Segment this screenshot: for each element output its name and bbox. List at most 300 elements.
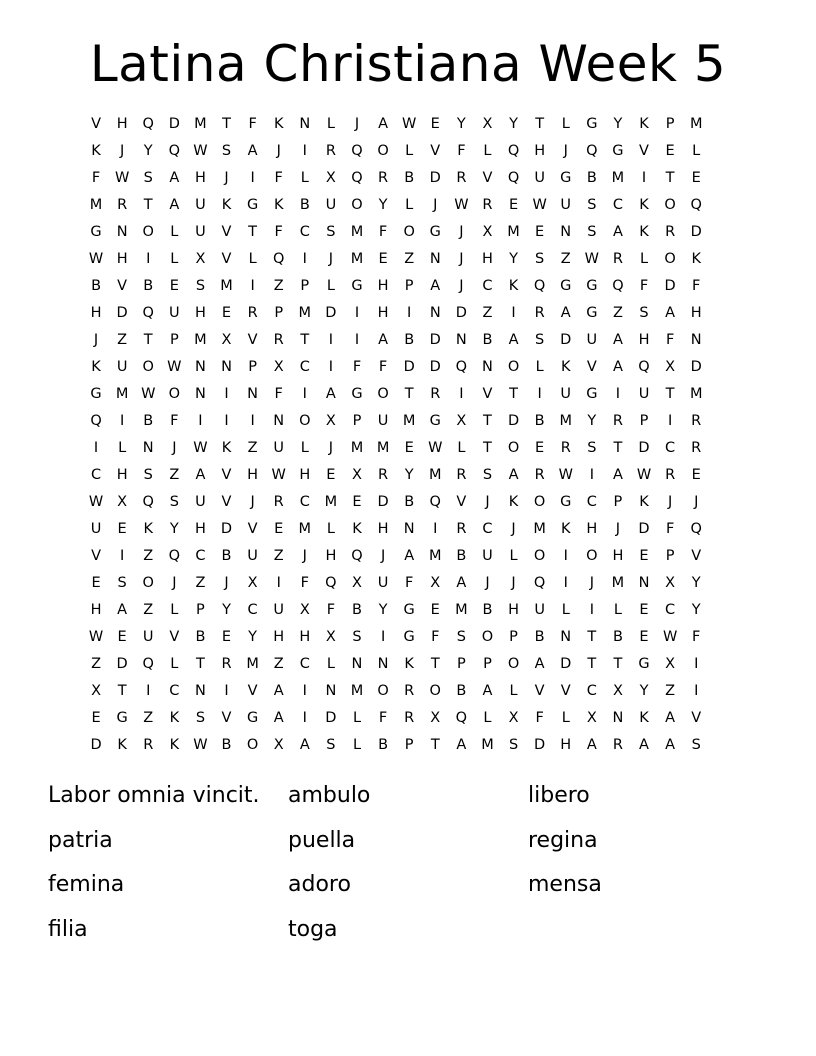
grid-letter: I <box>224 683 229 699</box>
grid-letter: N <box>638 575 650 591</box>
grid-row <box>83 651 736 678</box>
grid-letter: R <box>273 494 284 510</box>
grid-letter: H <box>299 467 311 483</box>
grid-letter: B <box>482 602 493 618</box>
grid-letter: Z <box>273 656 284 672</box>
grid-letter: J <box>615 521 621 537</box>
grid-letter: V <box>639 143 649 159</box>
grid-letter: J <box>433 197 438 213</box>
grid-letter: D <box>116 656 128 672</box>
grid-letter: K <box>91 143 101 159</box>
grid-letter: U <box>638 386 650 402</box>
grid-letter: G <box>403 629 415 645</box>
grid-letter: T <box>300 332 310 348</box>
grid-letter: T <box>404 386 414 402</box>
grid-letter: S <box>352 629 362 645</box>
grid-letter: Q <box>455 359 468 375</box>
grid-letter: X <box>273 737 284 753</box>
grid-letter: R <box>612 251 623 267</box>
grid-letter: T <box>143 197 153 213</box>
grid-letter: I <box>694 656 699 672</box>
grid-letter: B <box>456 548 467 564</box>
word-list-item: mensa <box>528 872 602 897</box>
grid-letter: X <box>665 575 676 591</box>
grid-letter: O <box>142 224 154 240</box>
grid-letter: S <box>143 467 153 483</box>
grid-letter: K <box>352 521 362 537</box>
grid-letter: W <box>88 251 104 267</box>
word-list-item: Labor omnia vincit. <box>48 783 260 808</box>
grid-letter: I <box>354 332 360 348</box>
grid-letter: N <box>351 656 363 672</box>
grid-letter: L <box>352 737 362 753</box>
grid-letter: J <box>380 548 386 564</box>
grid-letter: K <box>639 197 649 213</box>
grid-letter: H <box>194 521 206 537</box>
grid-letter: G <box>612 143 624 159</box>
grid-letter: A <box>612 224 623 240</box>
grid-letter: B <box>612 629 623 645</box>
grid-letter: D <box>638 440 650 456</box>
grid-letter: R <box>691 440 702 456</box>
grid-letter: R <box>482 197 493 213</box>
grid-letter: U <box>142 629 154 645</box>
grid-letter: X <box>325 629 336 645</box>
grid-letter: B <box>221 548 232 564</box>
word-list-item: regina <box>528 827 598 853</box>
grid-letter: Q <box>429 494 441 510</box>
grid-row <box>83 138 736 165</box>
grid-letter: S <box>508 737 519 753</box>
grid-letter: N <box>482 359 493 375</box>
grid-letter: N <box>194 683 206 699</box>
grid-letter: I <box>433 521 438 537</box>
grid-letter: J <box>328 440 334 456</box>
grid-letter: Z <box>91 656 102 672</box>
grid-letter: J <box>224 170 229 186</box>
grid-letter: J <box>485 575 490 591</box>
grid-letter: L <box>561 116 570 132</box>
grid-letter: S <box>326 737 336 753</box>
grid-letter: E <box>91 575 101 591</box>
grid-letter: I <box>615 386 621 402</box>
grid-letter: W <box>662 629 678 645</box>
grid-letter: R <box>430 386 441 402</box>
grid-letter: K <box>560 359 571 375</box>
grid-letter: F <box>639 278 649 294</box>
grid-letter: T <box>587 629 597 645</box>
grid-letter: Z <box>169 467 180 483</box>
grid-letter: I <box>302 710 307 726</box>
grid-letter: W <box>193 143 208 159</box>
grid-letter: B <box>143 278 154 294</box>
grid-letter: V <box>482 386 493 402</box>
grid-letter: M <box>246 656 259 672</box>
grid-row <box>83 489 736 516</box>
grid-letter: V <box>221 710 232 726</box>
grid-letter: F <box>535 710 544 726</box>
grid-letter: L <box>405 197 414 213</box>
grid-letter: T <box>248 224 258 240</box>
word-list-item: ambulo <box>288 783 371 808</box>
grid-letter: Q <box>351 170 363 186</box>
grid-letter: Q <box>142 305 154 321</box>
grid-letter: H <box>560 737 572 753</box>
grid-letter: D <box>507 413 520 429</box>
grid-letter: L <box>613 602 622 618</box>
grid-letter: L <box>300 440 309 456</box>
grid-letter: I <box>589 602 594 618</box>
grid-letter: T <box>509 386 518 402</box>
grid-letter: S <box>169 494 179 510</box>
grid-row <box>83 219 736 246</box>
grid-letter: X <box>273 359 284 375</box>
grid-letter: I <box>250 413 255 429</box>
grid-letter: D <box>403 359 415 375</box>
grid-row <box>83 273 736 300</box>
grid-letter: D <box>534 737 546 753</box>
grid-letter: S <box>326 224 336 240</box>
grid-letter: J <box>563 143 568 159</box>
grid-letter: U <box>169 305 180 321</box>
grid-letter: E <box>326 467 336 483</box>
grid-letter: Y <box>587 413 597 429</box>
grid-letter: I <box>198 413 203 429</box>
grid-letter: P <box>274 305 284 321</box>
grid-letter: U <box>195 494 206 510</box>
grid-letter: N <box>299 116 311 132</box>
grid-letter: I <box>250 170 255 186</box>
grid-letter: X <box>482 116 493 132</box>
grid-letter: O <box>377 386 389 402</box>
grid-letter: F <box>378 359 388 375</box>
grid-letter: N <box>273 413 285 429</box>
grid-letter: J <box>354 116 360 132</box>
grid-letter: A <box>273 683 284 699</box>
grid-letter: W <box>428 440 443 456</box>
grid-letter: V <box>586 359 597 375</box>
grid-letter: X <box>352 575 362 591</box>
grid-letter: V <box>560 683 571 699</box>
grid-letter: O <box>403 224 415 240</box>
grid-letter: T <box>613 440 623 456</box>
grid-letter: C <box>169 683 180 699</box>
grid-letter: L <box>509 548 518 564</box>
grid-letter: D <box>429 170 441 186</box>
grid-letter: S <box>221 143 232 159</box>
grid-letter: E <box>221 629 232 645</box>
grid-letter: K <box>169 737 180 753</box>
grid-letter: I <box>328 332 334 348</box>
grid-letter: K <box>508 494 519 510</box>
grid-letter: Z <box>273 278 284 294</box>
grid-row <box>83 165 736 192</box>
grid-letter: M <box>194 332 207 348</box>
grid-letter: I <box>302 386 307 402</box>
grid-letter: V <box>247 332 258 348</box>
grid-letter: G <box>90 224 102 240</box>
grid-letter: S <box>587 224 597 240</box>
grid-letter: L <box>326 278 335 294</box>
grid-letter: I <box>589 467 594 483</box>
grid-letter: T <box>483 440 492 456</box>
grid-letter: M <box>350 251 364 267</box>
grid-letter: V <box>169 629 180 645</box>
grid-letter: R <box>378 170 389 186</box>
grid-letter: Q <box>690 521 702 537</box>
grid-letter: A <box>456 737 467 753</box>
grid-letter: K <box>91 359 101 375</box>
grid-letter: D <box>220 521 233 537</box>
grid-letter: K <box>691 251 701 267</box>
grid-letter: O <box>507 359 520 375</box>
grid-letter: G <box>560 278 572 294</box>
word-list-item: femina <box>48 872 125 897</box>
grid-letter: P <box>665 116 675 132</box>
grid-row <box>83 597 736 624</box>
grid-letter: H <box>377 305 389 321</box>
grid-letter: D <box>116 305 128 321</box>
grid-letter: Y <box>456 116 466 132</box>
grid-letter: M <box>559 413 572 429</box>
grid-letter: J <box>120 143 125 159</box>
grid-letter: U <box>560 197 572 213</box>
grid-letter: R <box>378 467 389 483</box>
grid-letter: K <box>404 656 414 672</box>
grid-letter: I <box>302 683 307 699</box>
grid-letter: U <box>273 602 285 618</box>
grid-letter: Y <box>143 143 153 159</box>
grid-letter: U <box>195 197 206 213</box>
grid-letter: M <box>376 440 390 456</box>
grid-letter: F <box>91 170 101 186</box>
grid-letter: E <box>221 305 232 321</box>
grid-letter: I <box>511 305 516 321</box>
grid-letter: R <box>456 170 467 186</box>
grid-letter: J <box>93 332 99 348</box>
grid-letter: U <box>116 359 128 375</box>
word-list-item: patria <box>48 827 113 853</box>
grid-letter: B <box>534 413 545 429</box>
grid-letter: R <box>534 305 545 321</box>
grid-letter: H <box>194 170 206 186</box>
grid-letter: J <box>250 494 255 510</box>
grid-row <box>83 705 736 732</box>
grid-letter: K <box>639 224 649 240</box>
grid-letter: H <box>273 629 285 645</box>
grid-letter: U <box>195 224 206 240</box>
grid-letter: L <box>457 440 466 456</box>
grid-letter: U <box>586 332 598 348</box>
grid-letter: F <box>457 143 466 159</box>
grid-letter: Z <box>195 575 206 591</box>
grid-letter: I <box>146 683 151 699</box>
grid-letter: X <box>665 656 676 672</box>
grid-letter: W <box>271 467 286 483</box>
grid-letter: A <box>639 737 649 753</box>
grid-letter: Q <box>90 413 102 429</box>
grid-letter: M <box>689 116 703 132</box>
grid-letter: Q <box>325 575 337 591</box>
grid-row <box>83 327 736 354</box>
grid-letter: N <box>247 386 259 402</box>
grid-letter: O <box>299 413 311 429</box>
grid-letter: O <box>351 197 363 213</box>
grid-letter: G <box>351 278 363 294</box>
word-list-item: filia <box>48 916 88 942</box>
grid-letter: V <box>221 467 232 483</box>
grid-letter: Y <box>378 602 388 618</box>
grid-letter: O <box>481 629 494 645</box>
grid-letter: T <box>665 170 675 186</box>
grid-letter: D <box>560 656 572 672</box>
grid-letter: S <box>117 575 127 591</box>
grid-letter: R <box>325 143 336 159</box>
grid-letter: H <box>377 278 389 294</box>
grid-letter: M <box>298 521 312 537</box>
grid-row <box>83 678 736 705</box>
grid-letter: J <box>485 494 490 510</box>
grid-letter: G <box>638 656 650 672</box>
grid-letter: W <box>584 251 599 267</box>
grid-letter: G <box>90 386 102 402</box>
grid-letter: J <box>172 440 177 456</box>
grid-letter: U <box>377 575 389 591</box>
grid-letter: I <box>250 278 255 294</box>
grid-letter: A <box>247 143 258 159</box>
grid-letter: U <box>534 602 545 618</box>
grid-letter: Z <box>247 440 258 456</box>
grid-letter: A <box>508 332 519 348</box>
grid-letter: L <box>483 143 492 159</box>
grid-letter: D <box>664 278 676 294</box>
grid-letter: E <box>117 521 127 537</box>
grid-letter: A <box>508 467 519 483</box>
grid-letter: F <box>665 521 675 537</box>
grid-letter: D <box>168 116 180 132</box>
grid-letter: V <box>221 224 232 240</box>
grid-letter: B <box>534 629 545 645</box>
grid-letter: A <box>195 467 206 483</box>
grid-letter: N <box>116 224 128 240</box>
grid-letter: M <box>115 386 129 402</box>
grid-letter: F <box>300 575 309 591</box>
grid-letter: F <box>274 224 283 240</box>
grid-letter: K <box>221 197 232 213</box>
grid-letter: G <box>429 224 441 240</box>
grid-letter: A <box>586 737 597 753</box>
grid-letter: H <box>690 305 702 321</box>
grid-letter: U <box>325 197 337 213</box>
grid-letter: I <box>224 413 229 429</box>
grid-letter: A <box>273 710 284 726</box>
grid-letter: A <box>299 737 310 753</box>
grid-letter: N <box>377 656 389 672</box>
grid-letter: H <box>116 467 128 483</box>
grid-letter: E <box>430 116 440 132</box>
grid-letter: P <box>665 548 675 564</box>
grid-letter: I <box>120 548 125 564</box>
grid-letter: V <box>430 143 441 159</box>
grid-letter: C <box>299 494 310 510</box>
grid-letter: S <box>482 467 493 483</box>
grid-letter: C <box>247 602 258 618</box>
grid-row <box>83 408 736 435</box>
grid-letter: L <box>326 521 335 537</box>
grid-letter: U <box>247 548 258 564</box>
grid-letter: D <box>690 224 702 240</box>
grid-letter: S <box>535 251 545 267</box>
grid-letter: T <box>535 116 545 132</box>
grid-letter: M <box>611 170 625 186</box>
grid-letter: M <box>220 278 233 294</box>
grid-letter: Y <box>691 575 701 591</box>
grid-row <box>83 543 736 570</box>
word-list-item: puella <box>288 827 356 853</box>
grid-letter: X <box>430 575 441 591</box>
grid-letter: X <box>508 710 519 726</box>
grid-letter: L <box>405 143 414 159</box>
grid-letter: H <box>90 305 102 321</box>
grid-letter: J <box>667 494 673 510</box>
grid-letter: X <box>195 251 206 267</box>
grid-letter: U <box>377 413 389 429</box>
grid-letter: E <box>691 467 701 483</box>
grid-letter: M <box>429 467 442 483</box>
grid-letter: T <box>430 656 440 672</box>
grid-letter: E <box>352 494 362 510</box>
grid-letter: V <box>221 251 232 267</box>
grid-letter: J <box>694 494 699 510</box>
grid-letter: F <box>665 332 675 348</box>
grid-letter: D <box>325 710 337 726</box>
grid-letter: F <box>170 413 179 429</box>
grid-letter: A <box>378 332 389 348</box>
grid-letter: S <box>195 278 206 294</box>
grid-letter: P <box>404 737 414 753</box>
grid-letter: A <box>117 602 128 618</box>
grid-letter: G <box>586 278 598 294</box>
grid-letter: L <box>509 683 518 699</box>
grid-letter: C <box>482 278 493 294</box>
grid-letter: E <box>665 143 675 159</box>
grid-letter: P <box>639 413 649 429</box>
grid-letter: H <box>508 602 519 618</box>
grid-letter: Q <box>533 575 546 591</box>
grid-letter: X <box>221 332 232 348</box>
grid-letter: L <box>118 440 127 456</box>
grid-letter: V <box>482 170 493 186</box>
grid-letter: B <box>586 170 597 186</box>
grid-letter: K <box>639 494 649 510</box>
grid-letter: A <box>456 575 467 591</box>
grid-letter: Q <box>142 656 154 672</box>
grid-letter: N <box>403 521 415 537</box>
grid-letter: M <box>689 386 703 402</box>
grid-letter: Q <box>507 170 520 186</box>
grid-letter: T <box>195 656 205 672</box>
grid-letter: C <box>482 521 493 537</box>
grid-letter: T <box>613 656 623 672</box>
word-list-item: toga <box>288 916 338 942</box>
grid-letter: A <box>169 170 180 186</box>
grid-letter: Y <box>691 602 701 618</box>
grid-letter: L <box>170 251 179 267</box>
grid-letter: W <box>558 467 573 483</box>
grid-letter: V <box>91 116 101 132</box>
grid-letter: X <box>456 413 467 429</box>
grid-letter: J <box>589 575 594 591</box>
